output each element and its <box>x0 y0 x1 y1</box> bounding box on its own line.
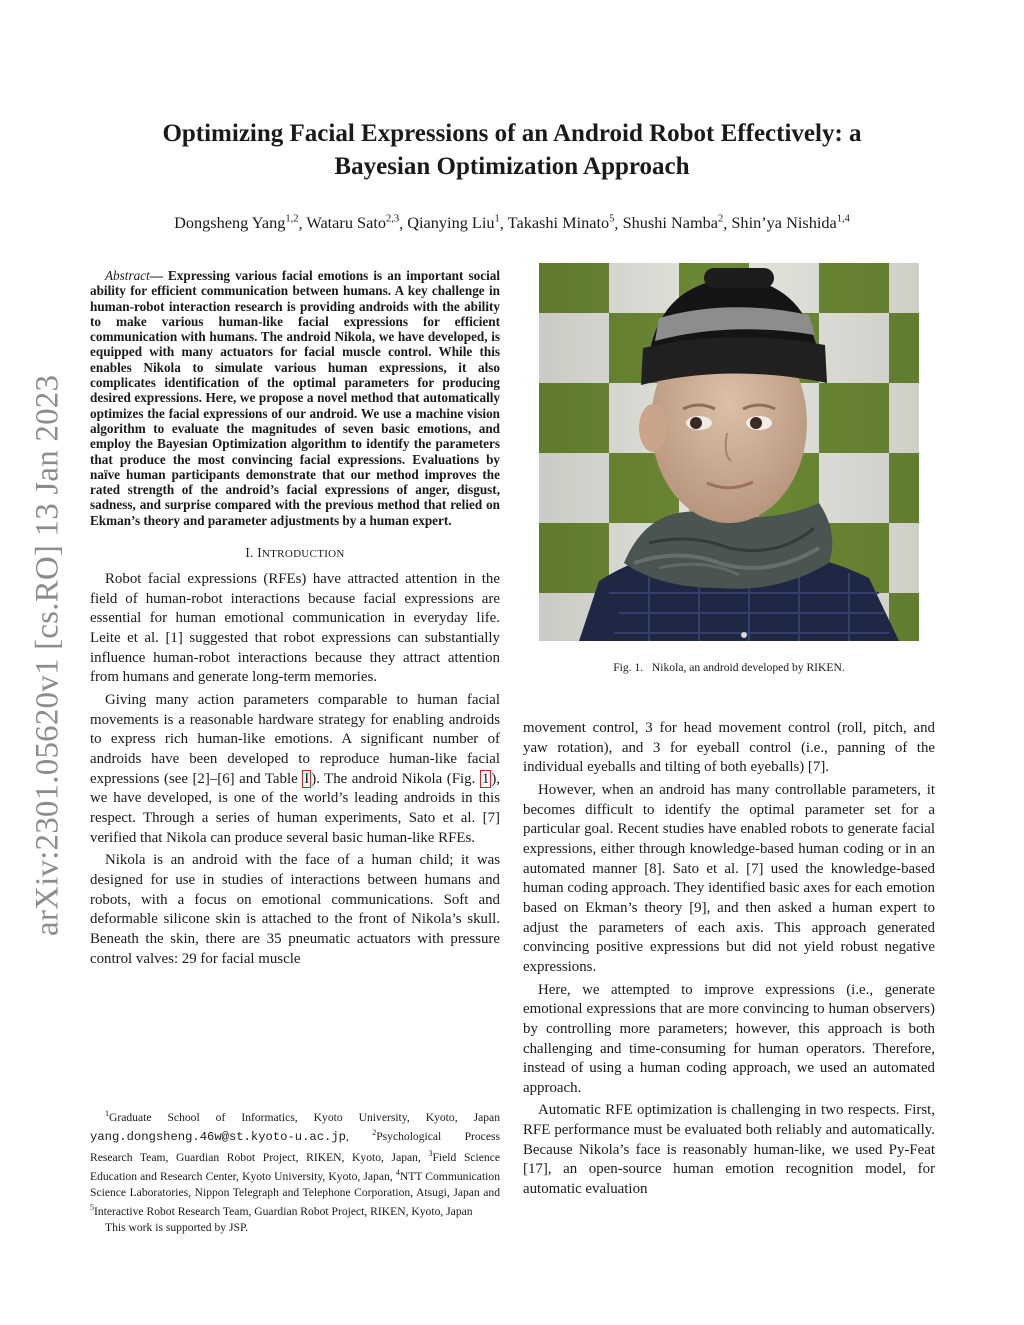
figure-1-reference-link[interactable]: 1 <box>481 770 490 787</box>
figure-caption-text: Nikola, an android developed by RIKEN. <box>651 661 845 674</box>
author: Takashi Minato$^5$ <box>507 213 615 233</box>
right-paragraph-3: Here, we attempted to improve expressions (i.e., generate emotional expressions that are more convincing to human observers) by controlling more parameters; however, this approach is both challenging and time-consuming for human operators. Therefore, instead of using a human coding approach, we used an automated approach. <box>523 981 935 1096</box>
abstract <box>90 268 500 528</box>
right-paragraph-2: However, when an android has many controllable parameters, it becomes difficult to identify the optimal parameter set for a particular goal. Recent studies have enabled robots to generate facial expressions, either through knowledge-based human coding or in an automated manner [8]. Sato et al. [7] used the knowledge-based human coding approach. They identified basic axes for each emotion based on Ekman’s theory [9], and then asked a human expert to adjust the parameters of each axis. This approach generated convincing positive expressions but did not yield robust negative expressions. <box>523 781 935 975</box>
right-column <box>523 719 935 1203</box>
abstract-label: Abstract <box>105 268 150 283</box>
section-heading-introduction: I. INTRODUCTION <box>245 545 345 561</box>
author: Wataru Sato$^{2,3}$ <box>306 213 400 233</box>
table-1-reference-link[interactable]: I <box>304 770 310 787</box>
author: Dongsheng Yang$^{1,2}$ <box>174 213 299 233</box>
author: Shushi Namba$^2$ <box>622 213 724 233</box>
intro-paragraph-3: Nikola is an android with the face of a human child; it was designed for use in studies of interactions between humans and robots, with a focus on emotional communications. Soft and deformable silicone skin is attached to the front of Nikola’s skull. Beneath the skin, there are 35 pneumatic actuators with pressure control valves: 29 for facial muscle <box>90 852 500 967</box>
author: Shin’ya Nishida$^{1,4}$ <box>731 213 850 233</box>
abstract-dash: — <box>149 268 168 283</box>
author-email: yang.dongsheng.46w@st.kyoto-u.ac.jp <box>90 1130 346 1145</box>
intro-paragraph-2: Giving many action parameters comparable to human facial movements is a reasonable hardware strategy for enabling androids to express rich human-like emotions. A significant number of androids have been developed to reproduce human-like facial expressions (see [2]–[6] and Table I ). The android Nikola (Fig. 1 ), we have developed, is one of the world’s leading androids in this respect. Through a series of human experiments, Sato et al. [7] verified that Nikola can produce several basic human-like RFEs. <box>90 691 500 846</box>
figure-nikola-photo <box>539 263 919 641</box>
left-column <box>90 268 500 972</box>
intro-paragraph-1: Robot facial expressions (RFEs) have attracted attention in the field of human-robot interactions because facial expressions are essential for human emotional communication in everyday life. Leite et al. [1] suggested that robot expressions can substantially influence human-robot interactions because they attract attention from humans and generate long-term memories. <box>90 571 500 686</box>
abstract-text: Expressing various facial emotions is an important social ability for efficient communication between humans. A key challenge in human-robot interaction research is providing androids with the ability to make various human-like facial expressions for efficient communication with humans. The android Nikola, we have developed, is equipped with many actuators for facial muscle control. While this enables Nikola to simulate various human expressions, it also complicates identification of the optimal parameters for producing desired expressions. Here, we propose a novel method that automatically optimizes the facial expressions of our android. We use a machine vision algorithm to evaluate the magnitudes of seven basic emotions, and employ the Bayesian Optimization algorithm to identify the parameters that produce the most convincing facial expressions. Evaluations by naïve human participants demonstrate that our method improves the rated strength of the android’s facial expressions of anger, disgust, sadness, and surprise compared with the previous method that relied on Ekman’s theory and parameter adjustments by a human expert. <box>90 268 500 528</box>
funding-footnote: This work is supported by JSP. <box>105 1220 249 1234</box>
right-paragraph-4: Automatic RFE optimization is challenging in two respects. First, RFE performance must be evaluated both reliably and automatically. Because Nikola’s face is reasonably human-like, we used Py-Feat [17], an open-source human emotion recognition model, for automatic evaluation <box>523 1102 935 1198</box>
arxiv-identifier-stamp: arXiv:2301.05620v1 [cs.RO] 13 Jan 2023 <box>29 374 66 936</box>
author-list: Dongsheng Yang$^{1,2}$, Wataru Sato$^{2,3}$, Qianying Liu$^1$, Takashi Minato$^5$, Shushi Namba$^2$, Shin’ya Nishida$^{1,4}$ <box>174 213 850 233</box>
affiliations-footnote: $^1$Graduate School of Informatics, Kyoto University, Kyoto, Japan yang.dongsheng.46w@st.kyoto-u.ac.jp, $^2$Psychological Process Research Team, Guardian Robot Project, RIKEN, Kyoto, Japan, $^3$Field Science Education and Research Center, Kyoto University, Kyoto, Japan, $^4$NTT Communication Science Laboratories, Nippon Telegraph and Telephone Corporation, Atsugi, Japan and $^5$Interactive Robot Research Team, Guardian Robot Project, RIKEN, Kyoto, Japan <box>90 1109 500 1219</box>
affiliation-footnotes <box>90 1106 500 1235</box>
android-robot-photo <box>539 263 919 641</box>
figure-1-caption <box>523 661 935 674</box>
title-line-2: Bayesian Optimization Approach <box>334 153 690 180</box>
title-line-1: Optimizing Facial Expressions of an Android Robot Effectively: a <box>162 120 862 147</box>
paper-title <box>90 117 934 183</box>
right-paragraph-1: movement control, 3 for head movement control (roll, pitch, and yaw rotation), and 3 for eyeball control (i.e., panning of the individual eyeballs and tilting of both eyeballs) [7]. <box>523 720 935 776</box>
figure-label: Fig. 1. <box>613 661 644 674</box>
author: Qianying Liu$^1$ <box>407 213 500 233</box>
